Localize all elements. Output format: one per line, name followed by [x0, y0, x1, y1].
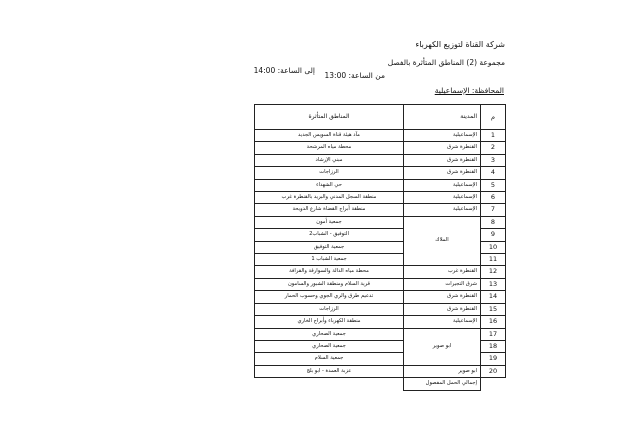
row-area: جمعية الشباب 1 — [255, 254, 404, 266]
row-num: 7 — [481, 204, 506, 216]
table-header-row — [255, 105, 506, 130]
row-city: الإسماعيلية — [404, 130, 481, 142]
row-num: 1 — [481, 130, 506, 142]
row-area: محطة مياه الدالة والسوارقة والقرافة — [255, 266, 404, 278]
affected-areas-table — [254, 104, 506, 391]
row-num: 13 — [481, 278, 506, 290]
row-num: 5 — [481, 179, 506, 191]
row-num: 19 — [481, 353, 506, 365]
row-area: الرزاجات — [255, 167, 404, 179]
table-row — [255, 142, 506, 154]
merged-city-cell: الملاك — [404, 216, 481, 266]
table-row — [255, 167, 506, 179]
row-city: شرق التجيرات — [404, 278, 481, 290]
row-city: القنطرة غرب — [404, 266, 481, 278]
row-area: جمعية السلام — [255, 353, 404, 365]
row-area: مآذ هيئة قناة السويس الجديد — [255, 130, 404, 142]
row-area: مبني الإرشاد — [255, 154, 404, 166]
header-city: المدينة — [404, 105, 481, 130]
group-title: مجموعة (2) المناطق المتأثرة بالفصل — [387, 58, 505, 67]
table-row — [255, 266, 506, 278]
row-area: منطقة أبراج القضاة شارع الدويحة — [255, 204, 404, 216]
governorate-label: المحافظة: الإسماعيلية — [434, 86, 504, 95]
row-area: عزبة العمدة - ابو بلج — [255, 365, 404, 377]
row-num: 10 — [481, 241, 506, 253]
row-num: 4 — [481, 167, 506, 179]
table-row — [255, 328, 506, 340]
company-name: شركة القناة لتوزيع الكهرباء — [415, 40, 505, 49]
row-area: التوفيق - الشباب2 — [255, 229, 404, 241]
table-row — [255, 154, 506, 166]
table-row — [255, 192, 506, 204]
total-label: إجمالي الحمل المفصول — [404, 378, 481, 390]
to-time: إلى الساعة: 14:00 — [253, 66, 315, 75]
total-value-blank — [255, 378, 404, 390]
row-num: 15 — [481, 303, 506, 315]
row-num: 14 — [481, 291, 506, 303]
table-row — [255, 291, 506, 303]
row-num: 17 — [481, 328, 506, 340]
row-num: 18 — [481, 340, 506, 352]
row-area: قرية السلام ومنطقة الشبور والسامون — [255, 278, 404, 290]
row-area: محطة مياه المرشحة — [255, 142, 404, 154]
row-num: 2 — [481, 142, 506, 154]
table-row — [255, 303, 506, 315]
row-area: منطقة الكهرباء وأبراج الخاري — [255, 316, 404, 328]
row-area: منطقة السجل المدني والبريد بالقنطرة غرب — [255, 192, 404, 204]
row-num: 9 — [481, 229, 506, 241]
row-city: الإسماعيلية — [404, 204, 481, 216]
table-row — [255, 130, 506, 142]
table-row — [255, 204, 506, 216]
row-area: جمعية الصحاري — [255, 340, 404, 352]
from-time: من الساعة: 13:00 — [324, 71, 385, 80]
merged-city-cell: ابو صوير — [404, 328, 481, 365]
row-area: جمعية الصحاري — [255, 328, 404, 340]
table-row — [255, 278, 506, 290]
row-city: القنطرة شرق — [404, 167, 481, 179]
table-row — [255, 316, 506, 328]
row-num: 8 — [481, 216, 506, 228]
row-city: الإسماعيلية — [404, 179, 481, 191]
row-city: ابو صوير — [404, 365, 481, 377]
row-area: الرزاجات — [255, 303, 404, 315]
table-row — [255, 365, 506, 377]
row-area: جمعية التوفيق — [255, 241, 404, 253]
row-area: جمعية أمون — [255, 216, 404, 228]
row-area: تدعيم طرق والري الجوي وحسوب الحمار — [255, 291, 404, 303]
row-num: 20 — [481, 365, 506, 377]
row-city: القنطرة شرق — [404, 303, 481, 315]
row-city: القنطرة شرق — [404, 291, 481, 303]
total-row — [255, 378, 506, 390]
row-num: 6 — [481, 192, 506, 204]
total-blank — [481, 378, 506, 390]
row-num: 12 — [481, 266, 506, 278]
row-city: الإسماعيلية — [404, 192, 481, 204]
table-row — [255, 216, 506, 228]
row-num: 16 — [481, 316, 506, 328]
row-num: 3 — [481, 154, 506, 166]
row-num: 11 — [481, 254, 506, 266]
row-city: القنطرة شرق — [404, 154, 481, 166]
row-area: حي الشهداء — [255, 179, 404, 191]
row-city: الإسماعيلية — [404, 316, 481, 328]
header-area: المناطق المتأثرة — [255, 105, 404, 130]
row-city: القنطرة شرق — [404, 142, 481, 154]
table-row — [255, 179, 506, 191]
header-num: م — [481, 105, 506, 130]
